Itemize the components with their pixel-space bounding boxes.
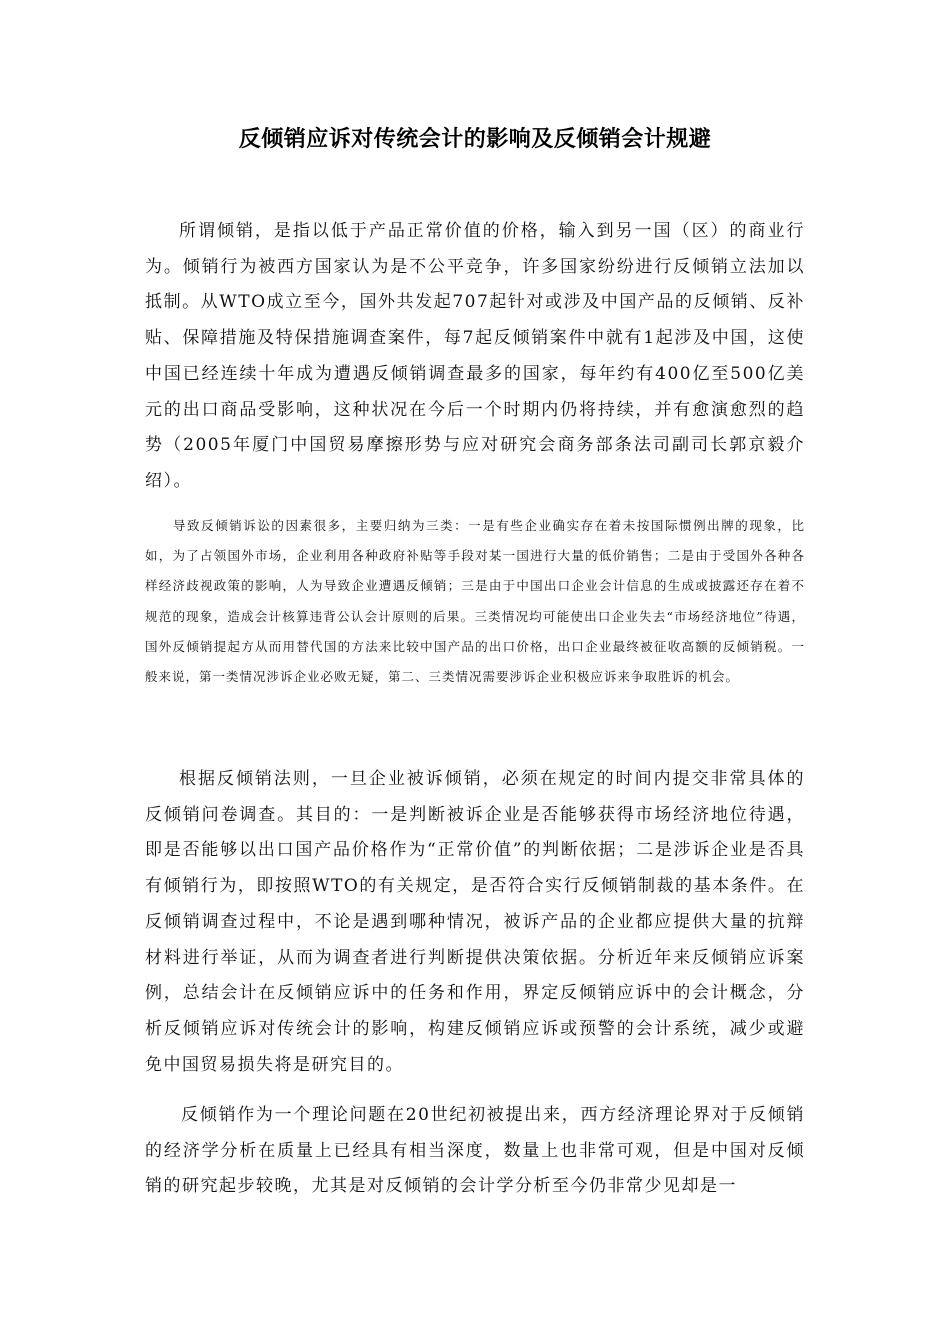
paragraph-questionnaire-purpose: 根据反倾销法则，一旦企业被诉倾销，必须在规定的时间内提交非常具体的反倾销问卷调查。其目的：一是判断被诉企业是否能够获得市场经济地位待遇，即是否能够以出口国产品价格作为“正常价值”的判断依据；二是涉诉企业是否具有倾销行为，即按照WTO的有关规定，是否符合实行反倾销制裁的基本条件。在反倾销调查过程中，不论是遇到哪种情况，被诉产品的企业都应提供大量的抗辩材料进行举证，从而为调查者进行判断提供决策依据。分析近年来反倾销应诉案例，总结会计在反倾销应诉中的任务和作用，界定反倾销应诉中的会计概念，分析反倾销应诉对传统会计的影响，构建反倾销应诉或预警的会计系统，减少或避免中国贸易损失将是研究目的。 [145, 769, 805, 1075]
paragraph-litigation-factors: 导致反倾销诉讼的因素很多，主要归纳为三类：一是有些企业确实存在着未按国际惯例出牌的现象，比如，为了占领国外市场，企业利用各种政府补贴等手段对某一国进行大量的低价销售；二是由于受国外各种各样经济歧视政策的影响，人为导致企业遭遇反倾销；三是由于中国出口企业会计信息的生成或披露还存在着不规范的现象，造成会计核算违背公认会计原则的后果。三类情况均可能使出口企业失去“市场经济地位”待遇，国外反倾销提起方从而用替代国的方法来比较中国产品的出口价格，出口企业最终被征收高额的反倾销税。一般来说，第一类情况涉诉企业必败无疑，第二、三类情况需要涉诉企业积极应诉来争取胜诉的机会。 [145, 518, 805, 685]
document-title: 反倾销应诉对传统会计的影响及反倾销会计规避 [238, 127, 712, 152]
paragraph-research-background: 反倾销作为一个理论问题在20世纪初被提出来，西方经济理论界对于反倾销的经济学分析在质量上已经具有相当深度，数量上也非常可观，但是中国对反倾销的研究起步较晚，尤其是对反倾销的会计学分析至今仍非常少见却是一 [145, 1105, 805, 1197]
paragraph-dumping-definition: 所谓倾销，是指以低于产品正常价值的价格，输入到另一国（区）的商业行为。倾销行为被西方国家认为是不公平竞争，许多国家纷纷进行反倾销立法加以抵制。从WTO成立至今，国外共发起707起针对或涉及中国产品的反倾销、反补贴、保障措施及特保措施调查案件，每7起反倾销案件中就有1起涉及中国，这使中国已经连续十年成为遭遇反倾销调查最多的国家，每年约有400亿至500亿美元的出口商品受影响，这种状况在今后一个时期内仍将持续，并有愈演愈烈的趋势（2005年厦门中国贸易摩擦形势与应对研究会商务部条法司副司长郭京毅介绍）。 [145, 221, 805, 491]
